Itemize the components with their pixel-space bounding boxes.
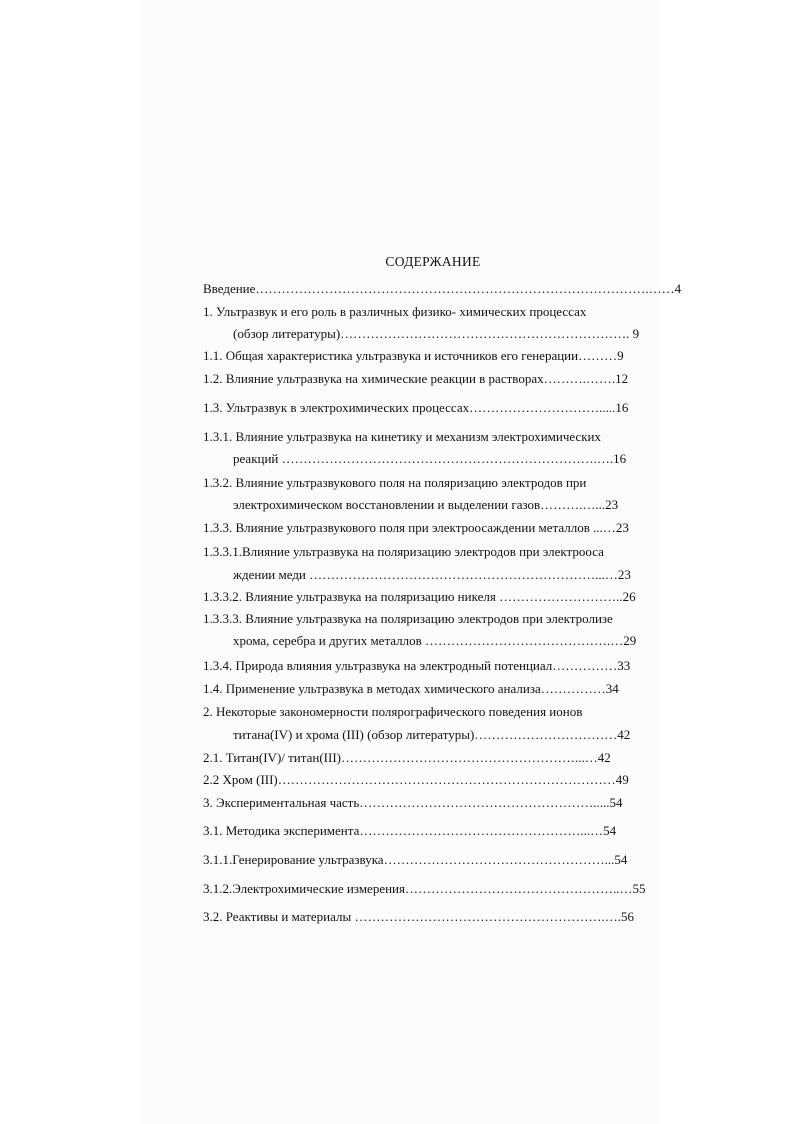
toc-entry-continuation: хрома, серебра и других металлов …………………………………….…29	[233, 633, 637, 648]
toc-entry: 1.4. Применение ультразвука в методах химического анализа……………34	[203, 681, 619, 696]
toc-entry: 1.3.2. Влияние ультразвукового поля на поляризацию электродов при	[203, 475, 587, 490]
toc-entry: 2.1. Титан(IV)/ титан(III)………………………………………………...…42	[203, 750, 611, 765]
toc-entry-continuation: ждении меди …………………………………………………………...…23	[233, 567, 631, 582]
toc-entry-continuation: реакций ……………………………………………………………….….16	[233, 451, 627, 466]
page-background	[140, 0, 682, 1124]
toc-entry: 3.1.2.Электрохимические измерения…………………………………………..…55	[203, 881, 646, 896]
toc-entry: 3.1.1.Генерирование ультразвука……………………………………………...54	[203, 852, 628, 867]
toc-entry: 1.2. Влияние ультразвука на химические реакции в растворах……….…….12	[203, 371, 629, 386]
toc-entry: 1.3.4. Природа влияния ультразвука на электродный потенциал……………33	[203, 658, 631, 673]
toc-entry: 3. Экспериментальная часть……………………………………………….....54	[203, 795, 623, 810]
toc-entry: 1.1. Общая характеристика ультразвука и источников его генерации………9	[203, 348, 624, 363]
toc-entry-continuation: электрохимическом восстановлении и выделении газов……….…...23	[233, 497, 619, 512]
toc-entry-continuation: (обзор литературы)…………………………………………………………. 9	[233, 326, 640, 341]
toc-entry: 1.3.1. Влияние ультразвука на кинетику и механизм электрохимических	[203, 429, 602, 444]
toc-entry: 1.3.3.1.Влияние ультразвука на поляризацию электродов при электрооса	[203, 544, 604, 559]
toc-entry: 1.3.3.2. Влияние ультразвука на поляризацию никеля ………………………..26	[203, 589, 636, 604]
toc-entry: 2. Некоторые закономерности полярографического поведения ионов	[203, 704, 583, 719]
toc-heading: СОДЕРЖАНИЕ	[385, 254, 481, 269]
toc-entry: 1.3.3.3. Влияние ультразвука на поляризацию электродов при электролизе	[203, 611, 613, 626]
toc-entry: 1.3. Ультразвук в электрохимических процессах………………………….....16	[203, 400, 629, 415]
toc-entry: 2.2 Хром (III)……………………………………………………………………49	[203, 772, 629, 787]
toc-entry: 1. Ультразвук и его роль в различных физико- химических процессах	[203, 304, 587, 319]
toc-entry: Введение……………………………………………………………………………….……4	[203, 281, 682, 296]
toc-entry-continuation: титана(IV) и хрома (III) (обзор литературы)……………………………42	[233, 727, 631, 742]
toc-entry: 1.3.3. Влияние ультразвукового поля при электроосаждении металлов ...…23	[203, 520, 629, 535]
toc-entry: 3.1. Методика эксперимента……………………………………………...…54	[203, 823, 617, 838]
toc-entry: 3.2. Реактивы и материалы ………………………………………………….….56	[203, 909, 634, 924]
